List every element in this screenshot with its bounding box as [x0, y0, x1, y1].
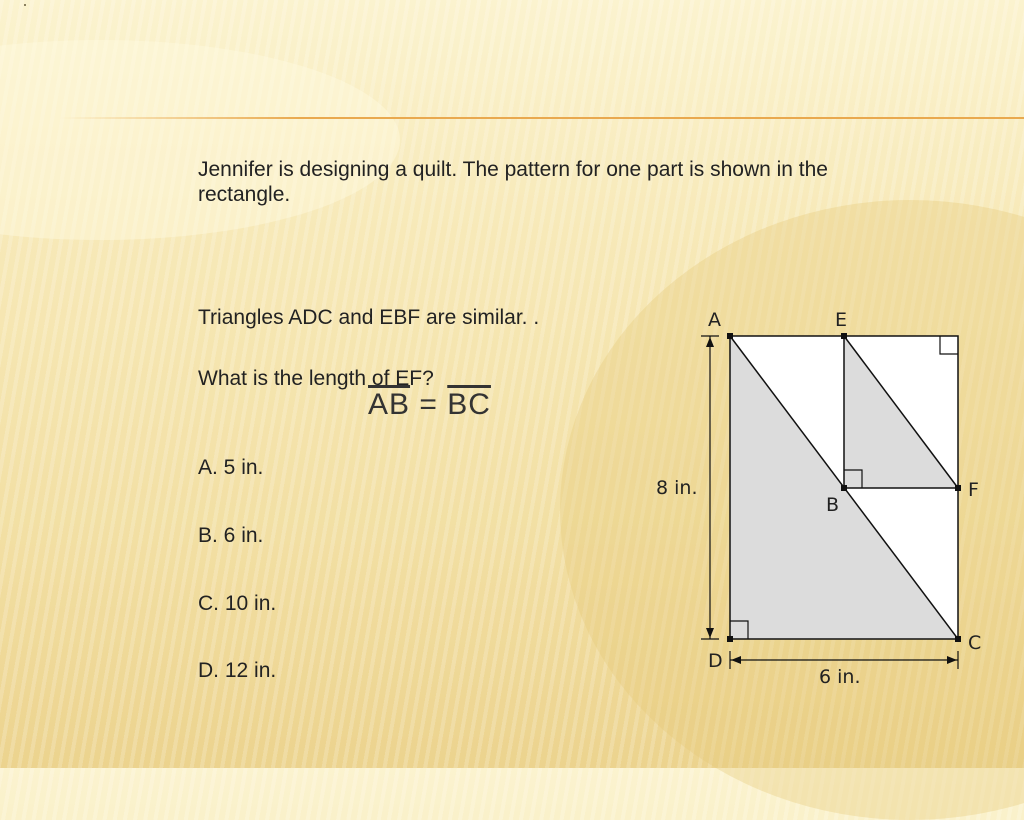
similar-statement: Triangles ADC and EBF are similar. . — [198, 306, 540, 329]
formula-equals: = — [419, 388, 438, 421]
formula-left: $\overline{AB}$ — [368, 388, 411, 421]
arrow-up-icon — [706, 337, 714, 347]
label-d: D — [708, 650, 723, 672]
label-e: E — [835, 309, 848, 331]
label-a: A — [708, 309, 721, 331]
option-c: C. 10 in. — [198, 592, 277, 615]
formula-right: $\overline{BC}$ — [447, 388, 491, 421]
point-a — [727, 333, 733, 339]
point-e — [841, 333, 847, 339]
point-b — [841, 485, 847, 491]
arrow-left-icon — [731, 656, 741, 664]
option-d: D. 12 in. — [198, 659, 277, 682]
label-b: B — [826, 494, 840, 516]
point-f — [955, 485, 961, 491]
question-text: What is the length of EF? — [198, 367, 434, 390]
arrow-down-icon — [706, 628, 714, 638]
label-f: F — [968, 479, 979, 501]
intro-text: Jennifer is designing a quilt. The pattern for one part is shown in the rectangle. — [198, 158, 828, 206]
point-d — [727, 636, 733, 642]
width-label: 6 in. — [819, 666, 861, 688]
option-b: B. 6 in. — [198, 524, 264, 547]
point-c — [955, 636, 961, 642]
option-a: A. 5 in. — [198, 456, 264, 479]
label-c: C — [968, 632, 982, 654]
arrow-right-icon — [947, 656, 957, 664]
height-label: 8 in. — [656, 477, 698, 499]
